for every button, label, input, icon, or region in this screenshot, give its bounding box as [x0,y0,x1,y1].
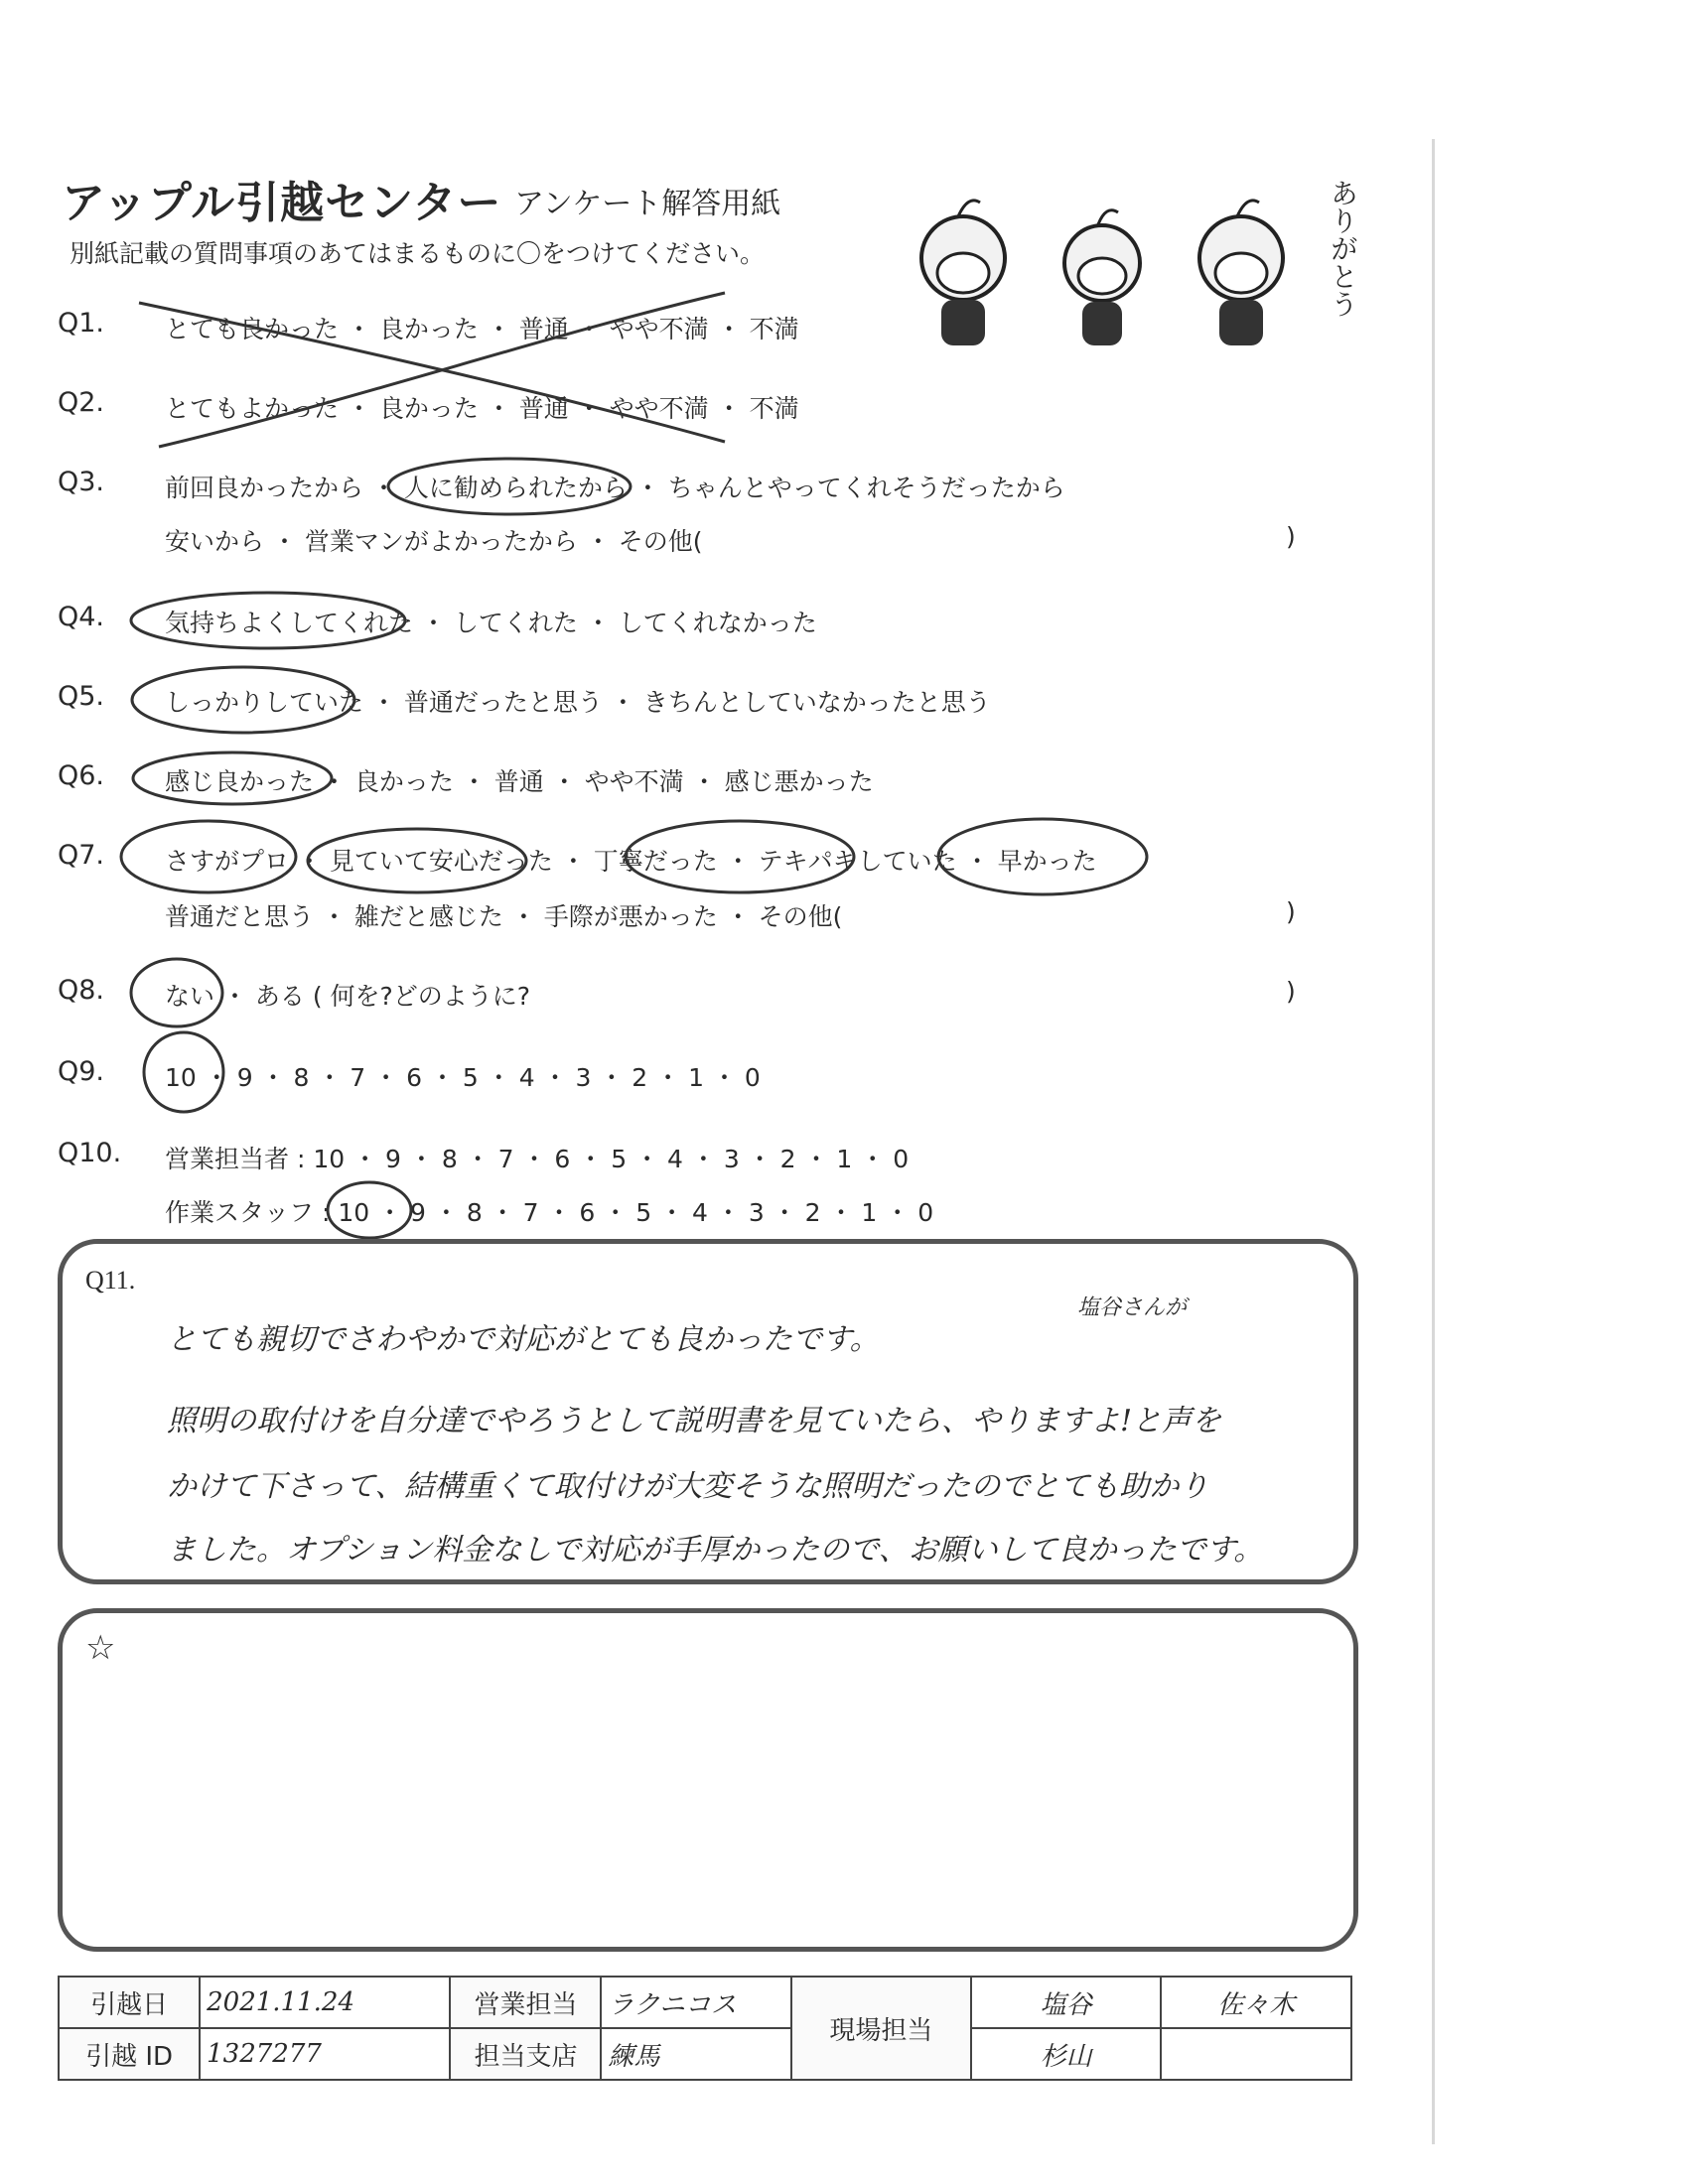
site-staff-1: 塩谷 [971,1977,1161,2028]
q3-options-line1[interactable]: 前回良かったから ・ 人に勧められたから ・ ちゃんとやってくれそうだったから [165,474,1065,502]
q8-paren-close: ) [1286,977,1296,1006]
q7-options-line1[interactable]: さすがプロ ・ 見ていて安心だった ・ 丁寧だった ・ テキパキしていた ・ 早かった [165,847,1097,876]
move-date-value: 2021.11.24 [200,1977,450,2028]
q5-label: Q5. [58,681,105,712]
monkey-icon [921,201,1005,345]
q6-answer-circle [127,747,346,810]
q7-answer-circles [114,809,1177,908]
mascot-illustration [864,179,1331,357]
q11-answer-line-3: かけて下さって、結構重くて取付けが大変そうな照明だったのでとても助かり [167,1469,1209,1504]
q8-label: Q8. [58,975,105,1006]
q5-answer-circle [124,660,372,740]
q11-answer-line-4: ました。オプション料金なしで対応が手厚かったので、お願いして良かったです。 [167,1533,1264,1568]
q9-answer-circle [134,1023,233,1122]
site-staff-4-empty [1161,2028,1351,2080]
q10-staff-scale[interactable]: 作業スタッフ : 10 ・ 9 ・ 8 ・ 7 ・ 6 ・ 5 ・ 4 ・ 3 ・ 2 ・ 1 ・ 0 [165,1198,934,1227]
site-staff-2: 佐々木 [1161,1977,1351,2028]
q10-label: Q10. [58,1138,122,1168]
q6-label: Q6. [58,760,105,791]
page-edge-line [1432,139,1435,2144]
q11-answer-line-2: 照明の取付けを自分達でやろうとして説明書を見ていたら、やりますよ!と声を [167,1404,1222,1438]
sales-rep-value: ラクニコス [601,1977,790,2028]
survey-title: アップル引越センター [62,178,502,228]
q3-label: Q3. [58,467,105,497]
q11-label: Q11. [85,1266,136,1295]
q8-answer-circle [124,953,233,1032]
q7-options-line2[interactable]: 普通だと思う ・ 雑だと感じた ・ 手際が悪かった ・ その他( [165,902,843,931]
q7-label: Q7. [58,840,105,871]
move-id-value: 1327277 [200,2028,450,2080]
q9-scale[interactable]: 10 ・ 9 ・ 8 ・ 7 ・ 6 ・ 5 ・ 4 ・ 3 ・ 2 ・ 1 ・ 0 [165,1063,761,1092]
q2-label: Q2. [58,387,105,418]
monkey-icon [1064,210,1140,345]
q1-options[interactable]: とても良かった ・ 良かった ・ 普通 ・ やや不満 ・ 不満 [165,315,799,343]
q3-paren-close: ) [1286,522,1296,551]
survey-subtitle: アンケート解答用紙 [514,187,781,221]
info-table [58,1976,1352,2081]
cross-out-mark [129,283,745,452]
move-date-label: 引越日 [59,1977,200,2028]
q4-options[interactable]: 気持ちよくしてくれた ・ してくれた ・ してくれなかった [165,609,817,637]
q10-sales-scale[interactable]: 営業担当者 : 10 ・ 9 ・ 8 ・ 7 ・ 6 ・ 5 ・ 4 ・ 3 ・ 2 ・ 1 ・ 0 [165,1145,910,1173]
branch-label: 担当支店 [450,2028,601,2080]
site-staff-label: 現場担当 [791,1977,971,2080]
monkey-icon [1199,201,1283,345]
q3-options-line2[interactable]: 安いから ・ 営業マンがよかったから ・ その他( [165,527,703,556]
mascot-thanks-text: ありがとう [1327,179,1359,318]
instruction-text: 別紙記載の質問事項のあてはまるものに〇をつけてください。 [70,239,766,268]
move-id-label: 引越 ID [59,2028,200,2080]
q7-paren-close: ) [1286,897,1296,926]
q4-label: Q4. [58,602,105,632]
star-icon: ☆ [85,1628,116,1668]
q4-answer-circle [124,586,422,655]
q2-options[interactable]: とてもよかった ・ 良かった ・ 普通 ・ やや不満 ・ 不満 [165,394,799,423]
q9-label: Q9. [58,1056,105,1087]
sales-rep-label: 営業担当 [450,1977,601,2028]
branch-value: 練馬 [601,2028,790,2080]
q6-options[interactable]: 感じ良かった ・ 良かった ・ 普通 ・ やや不満 ・ 感じ悪かった [165,767,874,796]
q11-side-note: 塩谷さんが [1077,1296,1188,1320]
q8-options[interactable]: ない ・ ある ( 何を?どのように? [165,982,531,1011]
q10-answer-circle [320,1176,419,1246]
star-comment-box [58,1608,1358,1952]
site-staff-3: 杉山 [971,2028,1161,2080]
q5-options[interactable]: しっかりしていた ・ 普通だったと思う ・ きちんとしていなかったと思う [165,688,991,717]
q1-label: Q1. [58,308,105,339]
q3-answer-circle [382,452,640,521]
q11-answer-line-1: とても親切でさわやかで対応がとても良かったです。 [167,1322,880,1357]
